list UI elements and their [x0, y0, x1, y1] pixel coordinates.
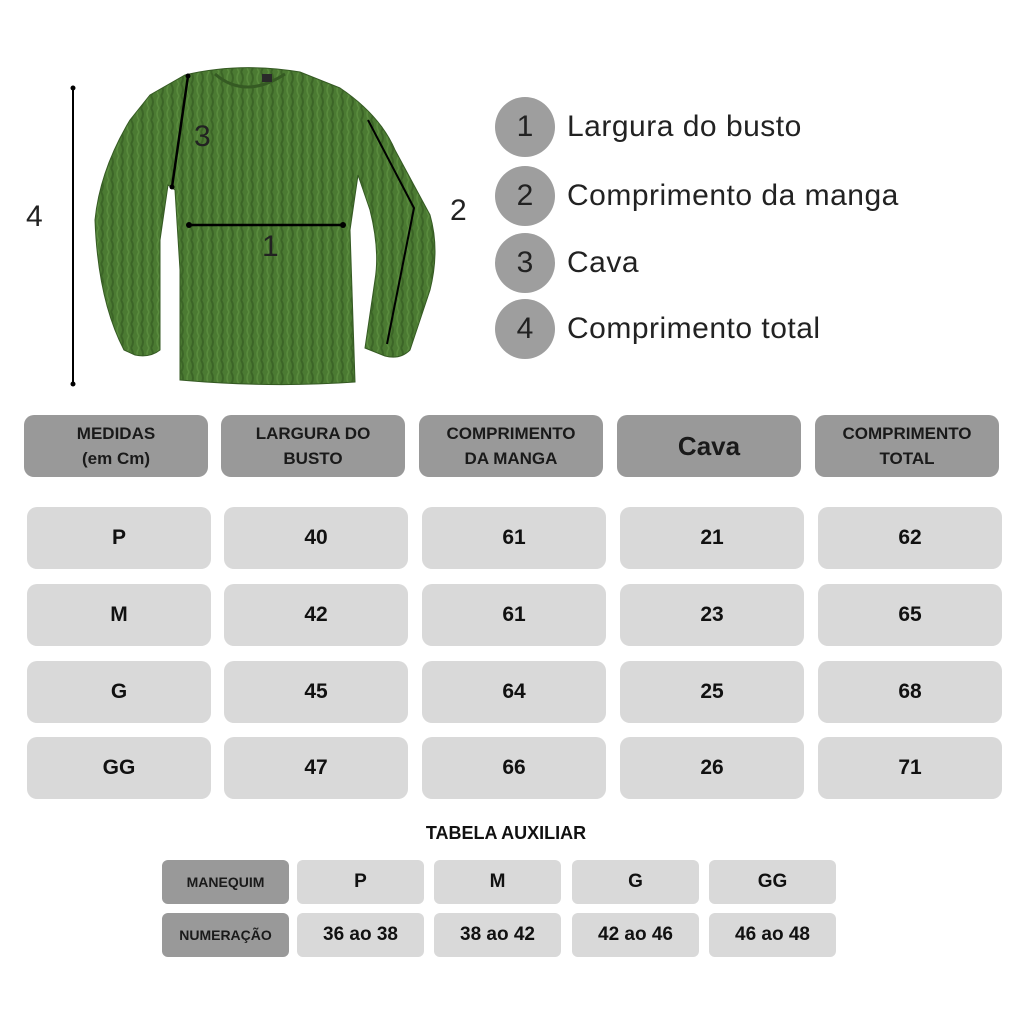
measurement-cell: 26	[620, 737, 804, 799]
legend-item	[495, 97, 802, 157]
size-label-cell: M	[27, 584, 211, 646]
measurement-cell: 65	[818, 584, 1002, 646]
header-line: DA MANGA	[464, 449, 558, 468]
aux-row-label-numeracao: NUMERAÇÃO	[162, 913, 289, 957]
measurement-cell: 45	[224, 661, 408, 723]
size-label-cell: P	[27, 507, 211, 569]
header-line: Cava	[677, 430, 741, 461]
label-two: 2	[450, 194, 467, 227]
header-comprimento-manga	[419, 415, 603, 477]
legend-label: Cava	[567, 246, 640, 279]
legend-item	[495, 299, 821, 359]
manequim-cell: P	[297, 860, 424, 904]
measurement-cell: 47	[224, 737, 408, 799]
manequim-cell: G	[572, 860, 699, 904]
legend-number-badge: 2	[495, 166, 555, 226]
legend-label: Comprimento total	[567, 312, 821, 345]
label-three: 3	[194, 120, 211, 153]
measurement-cell: 62	[818, 507, 1002, 569]
numeracao-cell: 46 ao 48	[709, 913, 836, 957]
garment-diagram	[0, 60, 480, 400]
legend-number-badge: 3	[495, 233, 555, 293]
legend-item	[495, 166, 899, 226]
numeracao-cell: 42 ao 46	[572, 913, 699, 957]
header-line: MEDIDAS	[76, 423, 156, 443]
green-sweater-icon	[0, 60, 480, 400]
header-line: BUSTO	[283, 449, 343, 468]
measurement-cell: 21	[620, 507, 804, 569]
manequim-cell: M	[434, 860, 561, 904]
manequim-cell: GG	[709, 860, 836, 904]
measurement-cell: 25	[620, 661, 804, 723]
measurement-cell: 66	[422, 737, 606, 799]
numeracao-cell: 36 ao 38	[297, 913, 424, 957]
legend-label: Largura do busto	[567, 110, 802, 143]
measurement-cell: 40	[224, 507, 408, 569]
label-four: 4	[26, 200, 43, 233]
header-medidas	[24, 415, 208, 477]
label-one: 1	[262, 230, 279, 263]
size-label-cell: G	[27, 661, 211, 723]
header-line: COMPRIMENTO	[446, 423, 576, 443]
header-line: TOTAL	[879, 449, 935, 468]
header-line: LARGURA DO	[255, 423, 371, 443]
aux-row-label-manequim: MANEQUIM	[162, 860, 289, 904]
measurement-cell: 23	[620, 584, 804, 646]
legend-label: Comprimento da manga	[567, 179, 899, 212]
header-largura-busto	[221, 415, 405, 477]
measurement-cell: 61	[422, 584, 606, 646]
legend-number-badge: 1	[495, 97, 555, 157]
measurement-cell: 64	[422, 661, 606, 723]
measurement-cell: 68	[818, 661, 1002, 723]
measurement-cell: 61	[422, 507, 606, 569]
header-cava	[617, 415, 801, 477]
measurement-cell: 71	[818, 737, 1002, 799]
size-label-cell: GG	[27, 737, 211, 799]
header-line: (em Cm)	[81, 449, 150, 468]
legend-item	[495, 233, 639, 293]
header-line: COMPRIMENTO	[842, 423, 972, 443]
measurement-cell: 42	[224, 584, 408, 646]
header-comprimento-total	[815, 415, 999, 477]
aux-table-title: TABELA AUXILIAR	[425, 823, 587, 843]
numeracao-cell: 38 ao 42	[434, 913, 561, 957]
legend-number-badge: 4	[495, 299, 555, 359]
